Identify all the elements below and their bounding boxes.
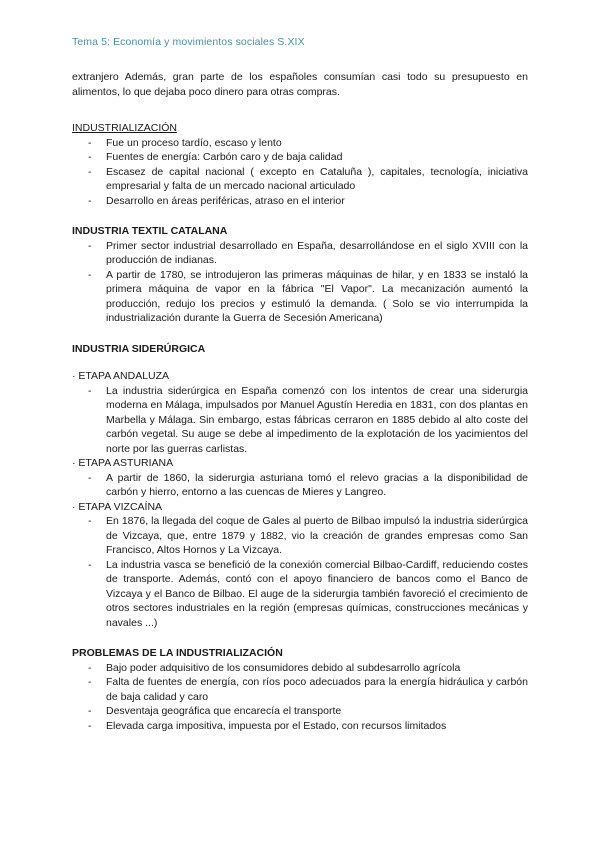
list-item: - Desventaja geográfica que encarecía el transporte: [72, 704, 528, 719]
etapa-vizcaina-list: [72, 514, 528, 630]
problemas-list: [72, 661, 528, 734]
list-item: - Elevada carga impositiva, impuesta por el Estado, con recursos limitados: [72, 719, 528, 734]
list-item: - Escasez de capital nacional ( excepto en Cataluña ), capitales, tecnología, iniciativa empresarial y falta de un mercado nacional articulado: [72, 165, 528, 194]
section-heading-siderurgica: INDUSTRIA SIDERÚRGICA: [72, 342, 206, 355]
list-item: - Bajo poder adquisitivo de los consumidores debido al subdesarrollo agrícola: [72, 661, 528, 676]
etapa-andaluza-list: [72, 384, 528, 457]
etapa-asturiana-list: [72, 471, 528, 500]
industrializacion-list: [72, 136, 528, 209]
list-item: - Fuentes de energía: Carbón caro y de baja calidad: [72, 150, 528, 165]
section-heading-industrializacion: INDUSTRIALIZACIÓN: [72, 122, 178, 134]
list-item: - La industria vasca se benefició de la conexión comercial Bilbao-Cardiff, reduciendo costes de transporte. Además, contó con el apoyo financiero de bancos como el Banco de Vizcaya y el Banco de Bilbao. El auge de la siderurgia también favoreció el crecimiento de otros sectores industriales en la región (empresas químicas, construcciones mecánicas y navales ...): [72, 558, 528, 631]
list-item: - Falta de fuentes de energía, con ríos poco adecuados para la energía hidráulica y carbón de baja calidad y caro: [72, 675, 528, 704]
etapa-label-andaluza: · ETAPA ANDALUZA: [72, 370, 170, 382]
page-header: Tema 5: Economía y movimientos sociales S.XIX: [72, 36, 305, 48]
list-item: - En 1876, la llegada del coque de Gales al puerto de Bilbao impulsó la industria siderúrgica de Vizcaya, que, entre 1879 y 1882, vio la creación de grandes empresas como San Francisco, Altos Hornos y La Vizcaya.: [72, 514, 528, 558]
etapa-label-asturiana: · ETAPA ASTURIANA: [72, 457, 174, 469]
list-item: - Fue un proceso tardío, escaso y lento: [72, 136, 528, 151]
intro-paragraph: extranjero Además, gran parte de los españoles consumían casi todo su presupuesto en alimentos, lo que dejaba poco dinero para otras compras.: [72, 71, 528, 98]
section-heading-textil: INDUSTRIA TEXTIL CATALANA: [72, 225, 228, 237]
list-item: - La industria siderúrgica en España comenzó con los intentos de crear una siderurgia moderna en Málaga, impulsados por Manuel Agustín Heredia en 1831, con dos plantas en Marbella y Málaga. Sin embargo, estas fábricas cerraron en 1885 debido al alto coste del carbón vegetal. Su auge se debe al impedimento de la explotación de los yacimientos del norte por las guerras carlistas.: [72, 384, 528, 457]
page-content: [72, 70, 528, 733]
list-item: - A partir de 1860, la siderurgia asturiana tomó el relevo gracias a la disponibilidad de carbón y hierro, entorno a las cuencas de Mieres y Langreo.: [72, 471, 528, 500]
etapa-label-vizcaina: · ETAPA VIZCAÍNA: [72, 500, 163, 513]
list-item: - A partir de 1780, se introdujeron las primeras máquinas de hilar, y en 1833 se instaló la primera máquina de vapor en la fábrica "El Vapor". La mecanización aumentó la producción, redujo los precios y estimuló la demanda. ( Solo se vio interrumpida la industrialización durante la Guerra de Secesión Americana): [72, 268, 528, 326]
list-item: - Primer sector industrial desarrollado en España, desarrollándose en el siglo XVIII con la producción de indianas.: [72, 239, 528, 268]
textil-list: [72, 239, 528, 326]
list-item: - Desarrollo en áreas periféricas, atraso en el interior: [72, 194, 528, 209]
section-heading-problemas: PROBLEMAS DE LA INDUSTRIALIZACIÓN: [72, 647, 283, 659]
